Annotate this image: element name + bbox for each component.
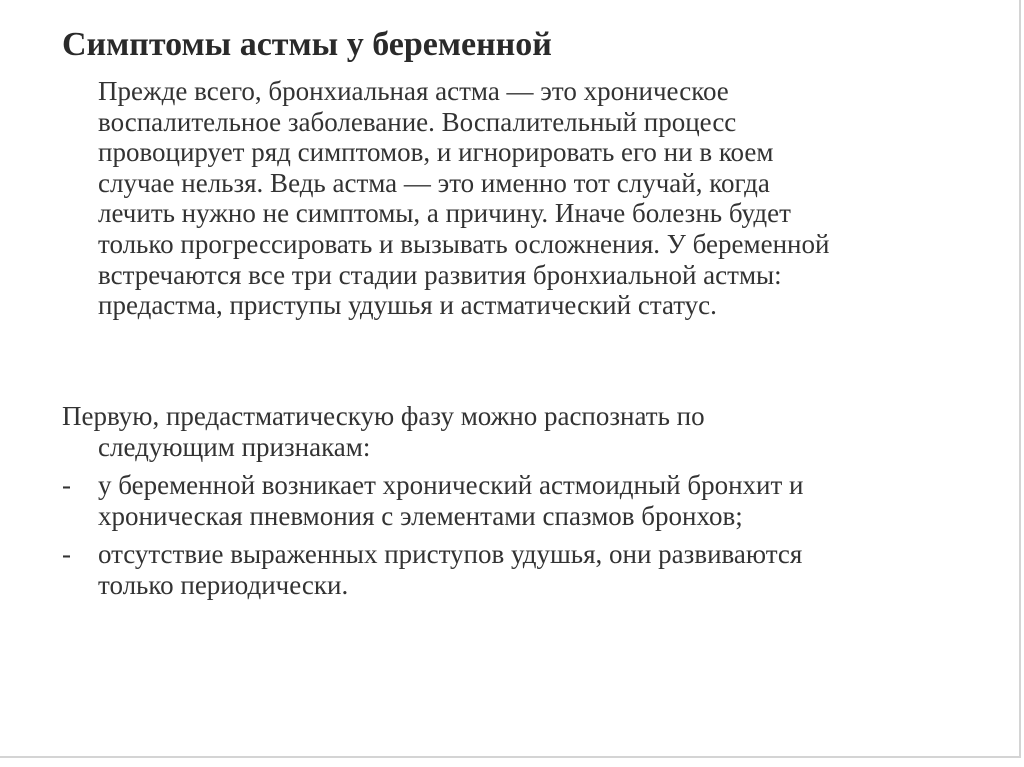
lead-line: следующим признакам:	[98, 431, 371, 462]
intro-line: случае нельзя. Ведь астма — это именно тот случай, когда	[98, 167, 770, 198]
intro-line: только прогрессировать и вызывать осложнения. У беременной	[98, 228, 830, 259]
intro-paragraph	[98, 76, 978, 321]
intro-line: Прежде всего, бронхиальная астма — это хроническое	[98, 76, 729, 106]
list-item	[62, 470, 803, 531]
list-item	[62, 539, 803, 600]
lead-paragraph	[62, 401, 705, 462]
intro-line: встречаются все три стадии развития бронхиальной астмы:	[98, 259, 782, 290]
intro-line: лечить нужно не симптомы, а причину. Иначе болезнь будет	[98, 198, 791, 229]
list-item-line: только периодически.	[98, 569, 349, 600]
intro-line: провоцирует ряд симптомов, и игнорировать его ни в коем	[98, 137, 774, 168]
intro-line: предастма, приступы удушья и астматический статус.	[98, 290, 717, 321]
list-dash: -	[62, 470, 71, 500]
list-item-line: у беременной возникает хронический астмоидный бронхит и	[98, 470, 804, 500]
page-title: Симптомы астмы у беременной	[62, 26, 552, 63]
list-item-line: отсутствие выраженных приступов удушья, они развиваются	[98, 539, 803, 570]
lead-line: Первую, предастматическую фазу можно распознать по	[62, 401, 705, 431]
symptom-list	[62, 470, 803, 600]
intro-line: воспалительное заболевание. Воспалительный процесс	[98, 106, 737, 137]
list-item-line: хроническая пневмония с элементами спазмов бронхов;	[98, 500, 743, 531]
list-dash: -	[62, 539, 71, 570]
